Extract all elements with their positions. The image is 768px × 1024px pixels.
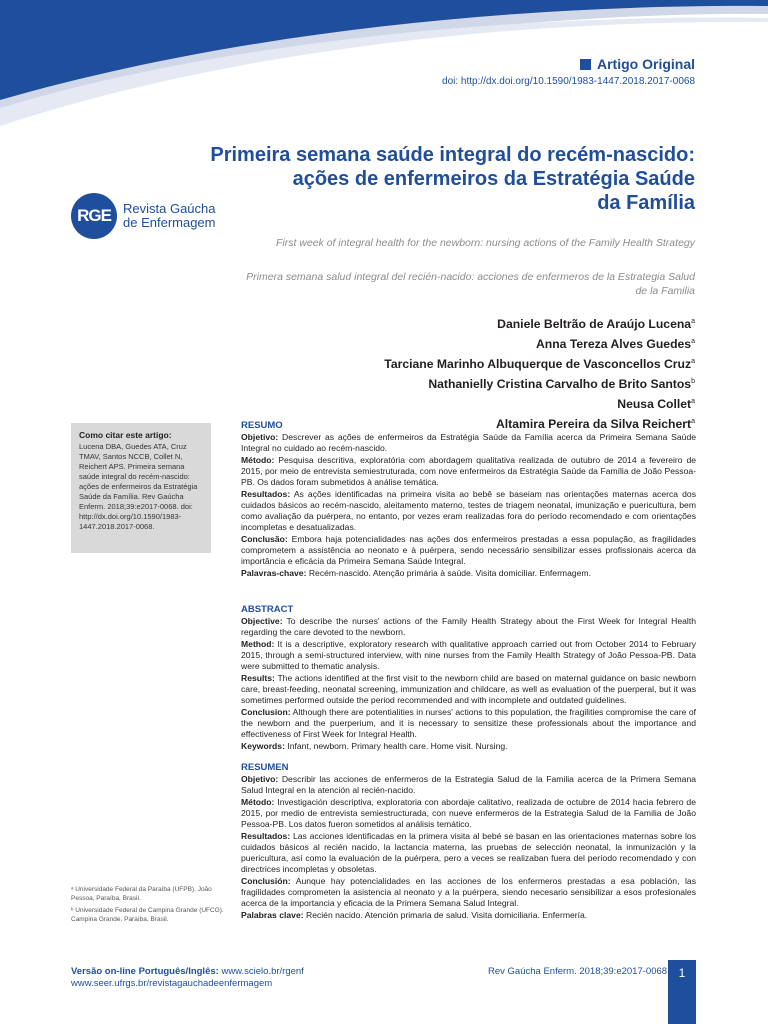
abstract-section <box>241 604 696 753</box>
resumen-item: Método: Investigación descriptiva, exploratoria con abordaje calitativo, realizada de octubre de 2014 hacia febrero de 2015, por medio de entrevista semiestructurada, con nueve enfermeros de la Estrategia Salud de la Familia de João Pessoa-PB. Los datos fueron sometidos al análisis temático. <box>241 797 696 829</box>
resumo-item: Conclusão: Embora haja potencialidades nas ações dos enfermeiros prestadas a essa população, as fragilidades comprometem a assistência ao neonato e à puérpera, sendo necessário sensibilizar esses profissionais acerca da importância e eficácia da Primeira Semana Saúde Integral. <box>241 534 696 566</box>
footer-links <box>71 966 304 990</box>
section-label-text: Artigo Original <box>597 56 695 72</box>
author-list <box>384 313 695 433</box>
resumo-item: Objetivo: Descrever as ações de enfermeiros da Estratégia Saúde da Família acerca da Primeira Semana Saúde Integral no cuidado ao recém-nascido. <box>241 432 697 453</box>
resumo-item: Resultados: As ações identificadas na primeira visita ao bebê se baseiam nas orientações maternas acerca dos cuidados básicos ao recém-nascido, aleitamento materno, testes de triagem neonatal, imunização e puericultura, bem como avaliação da puérpera, no entanto, por vezes eram realizadas fora do período recomendado e com orientações incompletas e desatualizadas. <box>241 489 696 532</box>
resumen-item: Objetivo: Describir las acciones de enfermeros de la Estrategia Salud de la Familia acerca de la Primera Semana Salud Integral en la atención al recién-nacido. <box>241 774 696 795</box>
footer-version-line: Versão on-line Português/Inglês: www.scielo.br/rgenf <box>71 966 304 977</box>
resumo-item: Método: Pesquisa descritiva, exploratória com abordagem qualitativa realizada de outubro de 2014 a fevereiro de 2015, por meio de entrevista semiestruturada, com nove enfermeiros da Estratégia Saúde da Família de João Pessoa-PB. Os dados foram submetidos à análise temática. <box>241 455 696 487</box>
affiliation: ᵃ Universidade Federal da Paraíba (UFPB). João Pessoa, Paraíba, Brasil. <box>71 886 212 902</box>
square-icon <box>580 59 591 70</box>
resumen-item: Palabras clave: Recién nacido. Atención primaria de salud. Visita domiciliaria. Enfermería. <box>241 910 588 920</box>
page-number: 1 <box>668 960 696 1024</box>
resumo-section <box>241 420 696 580</box>
abstract-item: Method: It is a descriptive, exploratory research with qualitative approach carried out from October 2014 to February 2015, through a semi-structured interview, with nine nurses from the Family Health Strategy of João Pessoa-PB. Data were submitted to thematic analysis. <box>241 639 696 671</box>
article-title <box>195 143 695 215</box>
rge-logo-badge: RGE <box>71 193 117 239</box>
abstract-item: Conclusion: Although there are potentialities in nurses' actions to this population, the fragilities compromise the care of the newborn and the puerperium, and it is necessary to sensitize these professionals about the importance and effectiveness of First Week for Integral Health. <box>241 707 696 739</box>
footer-citation: Rev Gaúcha Enferm. 2018;39:e2017-0068 <box>488 966 668 977</box>
resumen-item: Resultados: Las acciones identificadas en la primera visita al bebé se basan en las orientaciones maternas sobre los cuidados básicos al recién nacido, la lactancia materna, las pruebas de selección neonatal, la inmunización y la puericultura, así como la evaluación de la puérpera, pero a veces se realizaban fuera del período recomendado y con directrices incompletas y obsoletas. <box>241 831 696 874</box>
resumo-item: Palavras-chave: Recém-nascido. Atenção primária à saúde. Visita domiciliar. Enfermagem. <box>241 568 591 578</box>
section-label <box>442 56 695 72</box>
citation-heading: Como citar este artigo: <box>79 430 172 440</box>
journal-logo <box>71 193 216 239</box>
resumen-heading: RESUMEN <box>241 762 289 773</box>
journal-name-line: Revista Gaúcha <box>123 201 216 216</box>
title-line: ações de enfermeiros da Estratégia Saúde <box>292 168 695 190</box>
doi-link[interactable]: doi: http://dx.doi.org/10.1590/1983-1447.2018.2017-0068 <box>442 76 695 87</box>
journal-name <box>123 202 216 230</box>
author: Daniele Beltrão de Araújo Lucena$^a$ <box>497 317 695 332</box>
title-line: da Família <box>597 192 695 214</box>
citation-box <box>71 423 211 553</box>
abstract-item: Objective: To describe the nurses' actions of the Family Health Strategy about the First Week for Integral Health regarding the care devoted to the newborn. <box>241 616 696 637</box>
abstract-item: Keywords: Infant, newborn. Primary health care. Home visit. Nursing. <box>241 741 508 751</box>
scielo-link[interactable]: www.scielo.br/rgenf <box>221 966 304 977</box>
author: Neusa Collet$^a$ <box>617 397 695 412</box>
resumo-heading: RESUMO <box>241 420 283 431</box>
resumen-section <box>241 762 696 922</box>
author: Altamira Pereira da Silva Reichert$^a$ <box>495 417 695 432</box>
affiliation: ᵇ Universidade Federal de Campina Grande (UFCG). Campina Grande, Paraíba, Brasil. <box>71 907 224 923</box>
article-header <box>442 56 695 87</box>
journal-name-line: de Enfermagem <box>123 215 216 230</box>
title-line: Primeira semana saúde integral do recém-nascido: <box>210 144 695 166</box>
author: Tarciane Marinho Albuquerque de Vasconcellos Cruz$^a$ <box>384 357 695 372</box>
affiliations <box>71 885 231 927</box>
title-spanish: Primera semana salud integral del recién-nacido: acciones de enfermeros de la Estrategia Salud de la Familia <box>246 271 695 297</box>
author: Nathanielly Cristina Carvalho de Brito Santos$^b$ <box>428 377 695 392</box>
seer-link[interactable]: www.seer.ufrgs.br/revistagauchadeenfermagem <box>71 978 273 989</box>
abstract-heading: ABSTRACT <box>241 604 294 615</box>
resumen-item: Conclusión: Aunque hay potencialidades en las acciones de los enfermeros prestadas a esa población, las fragilidades comprometen la asistencia al neonato y a la puérpera, siendo necesario sensibilizar a esos profesionales acerca de la importancia y eficacia de la Primera Semana Salud Integral. <box>241 876 696 908</box>
abstract-item: Results: The actions identified at the first visit to the newborn child are based on maternal guidance on basic newborn care, breast-feeding, neonatal screening, immunization and childcare, as well as evaluation of the puerperal, but it was sometimes performed outside the period recommended and with incomplete and outdated guidelines. <box>241 673 696 705</box>
title-english: First week of integral health for the newborn: nursing actions of the Family Health Strategy <box>275 237 695 249</box>
author: Anna Tereza Alves Guedes$^a$ <box>535 337 695 352</box>
citation-text: Lucena DBA, Guedes ATA, Cruz TMAV, Santos NCCB, Collet N, Reichert APS. Primeira semana saúde integral do recém-nascido: ações de enfermeiros da Estratégia Saúde da Família. Rev Gaúcha Enferm. 2018;39:e2017-0068. doi: http://dx.doi.org/10.1590/1983-1447.2018.2017-0068. <box>79 442 198 531</box>
